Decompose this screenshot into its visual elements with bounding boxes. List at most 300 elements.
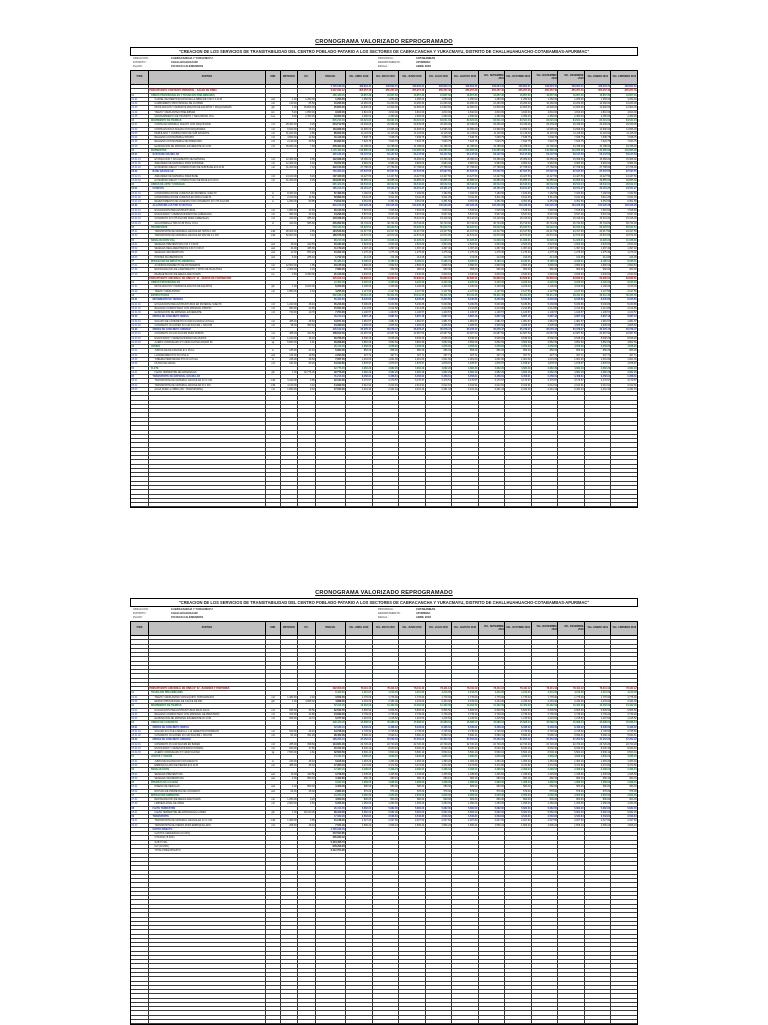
cell-month [373,935,400,938]
cell-partida [149,482,266,485]
cell-month [373,422,400,425]
cell-month [532,422,559,425]
cell-month [426,473,453,476]
cell-month [505,422,532,425]
cell-month: 4,682.29 [426,367,453,370]
cell-month: 7,182.50 [532,192,559,195]
cell-partida: TRANSPORTE [149,226,266,229]
cell-pu [298,679,316,682]
cell-month: 355,257.46 [452,89,479,92]
cell-month [373,469,400,472]
cell-und [266,422,281,425]
cell-metrado [281,653,298,656]
cell-month [611,905,637,908]
cell-item [131,900,149,903]
cell-month: 1,776.00 [346,696,373,699]
cell-month: 5,682.00 [505,811,532,814]
cell-month: 9,351.56 [346,200,373,203]
cell-und: m3k [266,384,281,387]
cell-month [585,858,612,861]
cell-month: 76,411.12 [399,687,426,690]
cell-month [479,896,506,899]
cell-month [479,947,506,950]
cell-pu [298,413,316,416]
cell-month [479,1011,506,1014]
cell-month: 2,012.91 [373,384,400,387]
cell-und [266,943,281,946]
cell-item [131,1003,149,1006]
cell-month: 1,100.57 [479,311,506,314]
cell-month: 4,682.29 [585,371,612,374]
cell-month [346,1020,373,1023]
cell-und: m2 [266,764,281,767]
cell-month: 4,100.00 [585,285,612,288]
cell-month [585,922,612,925]
cell-month [399,482,426,485]
cell-partida: FLETE TERRESTRE DE MATERIALES [149,371,266,374]
cell-month [452,969,479,972]
cell-pu: 45.20 [298,213,316,216]
cell-month: 2,450.00 [346,115,373,118]
cell-month [399,973,426,976]
cell-month [558,990,585,993]
cell-metrado [281,477,298,480]
cell-month [558,1003,585,1006]
cell-month: 29,339.06 [452,123,479,126]
cell-metrado [281,768,298,771]
cell-month: 1,981.57 [426,320,453,323]
cell-partida: DISEÑO DE MEZCLAS [149,785,266,788]
cell-month [426,435,453,438]
cell-und [266,170,281,173]
cell-parcial [316,495,346,498]
cell-month: 2,739.20 [627,712,637,716]
cell-month: 214.05 [558,256,585,259]
cell-month: 1,878.97 [399,362,426,365]
cell-parcial: 28,410.20 [316,345,346,348]
cell-month [452,674,479,677]
cell-month: 680.00 [629,785,637,789]
cell-partida [149,666,266,669]
cell-month [479,905,506,908]
cell-month: 45,688.04 [585,721,612,724]
cell-month [585,943,612,946]
cell-parcial: 6,412,704.96 [316,849,346,852]
cell-month: 7,638.75 [479,136,506,139]
cell-month: 1,250.00 [558,98,585,101]
cell-und: m3 [266,734,281,737]
cell-metrado: 2,150.00 [281,196,298,199]
cell-month [558,866,585,869]
cell-metrado [281,482,298,485]
cell-month [558,828,585,831]
cell-metrado: 8,450.00 [281,192,298,195]
cell-pu [298,443,316,446]
cell-partida: CONCRETO FC=210 KG/CM2 EN BADEN [149,743,266,746]
cell-month: 1,250.00 [505,98,532,101]
cell-pu: 45.00 [298,790,316,793]
cell-month [452,499,479,502]
cell-month [452,405,479,408]
cell-metrado [281,704,298,707]
cell-month: 6,887.18 [505,315,532,318]
cell-month: 2,739.20 [505,713,532,716]
cell-month [585,666,612,669]
cell-month [346,413,373,416]
cell-partida [149,956,266,959]
cell-parcial [316,426,346,429]
cell-parcial [316,879,346,882]
cell-item: 05.02 [131,777,149,780]
cell-month: 2,127.50 [373,290,400,293]
cell-month: 2,450.00 [558,115,585,118]
cell-pu [298,960,316,963]
cell-month: 3,533.84 [627,815,637,819]
cell-partida [149,952,266,955]
column-header-month: VAL. OCTUBRE 2018 [505,622,532,635]
cell-parcial [316,465,346,468]
cell-pu: 6.85 [298,819,316,822]
cell-month: 1,250.00 [558,802,585,805]
cell-partida: TRANSPORTE DE MATERIAL GRANULAR D<=1 KM [149,819,266,822]
cell-month: 1,981.57 [627,319,637,323]
cell-month: 3,852.69 [532,341,559,344]
info-label: PROVINCIA : [378,57,416,61]
cell-month [505,1003,532,1006]
cell-month: 800.00 [532,798,559,801]
cell-month: 6,500.10 [558,751,585,754]
cell-month [532,883,559,886]
cell-metrado [281,277,298,280]
cell-item: 04.01.02 [131,196,149,199]
cell-month: 5,030.86 [346,303,373,306]
cell-month: 8,538.29 [373,337,400,340]
cell-month: 5,537.00 [399,213,426,216]
cell-pu: 4.61 [298,751,316,754]
cell-month: 4,682.29 [505,371,532,374]
cell-month: 36,855.00 [625,178,637,182]
cell-month [585,674,612,677]
cell-und [266,683,281,686]
cell-partida: EMBOQUILLADO DE PIEDRA E=0.20 M [149,764,266,767]
cell-month: 2,640.63 [585,273,612,276]
cell-month: 576.00 [399,790,426,793]
cell-month [532,900,559,903]
cell-month: 1,878.97 [373,362,400,365]
cell-item: 03.01.03 [131,166,149,169]
cell-und [266,645,281,648]
cell-partida: MOVIMIENTO DE TIERRAS [149,704,266,707]
cell-item [131,85,149,88]
cell-month [426,973,453,976]
cell-month [585,973,612,976]
cell-month: 9,984.00 [558,162,585,165]
cell-month: 35,078.47 [625,328,637,332]
cell-month: 84,521.04 [505,119,532,122]
cell-month: 1,968.00 [373,781,400,784]
cell-parcial: 32,500.50 [316,751,346,754]
cell-und [266,662,281,665]
cell-partida: CAMPAMENTO PROVISIONAL DE LA OBRA [149,102,266,105]
cell-und [266,439,281,442]
cell-und [266,918,281,921]
cell-metrado [281,452,298,455]
cell-metrado: 1,480.00 [281,819,298,822]
cell-parcial [316,405,346,408]
cell-month [426,486,453,489]
cell-month [399,930,426,933]
cell-month: 7,638.75 [532,136,559,139]
cell-month: 327.71 [585,354,612,357]
cell-partida: EXCAVACION PARA ESTRUCTURAS BAJO AGUA [149,709,266,712]
cell-month [532,409,559,412]
cell-month: 65,022.54 [505,226,532,229]
cell-month: 12,900.00 [479,106,506,109]
cell-month [505,1016,532,1019]
cell-month: 29,339.06 [373,123,400,126]
cell-month [479,503,506,506]
cell-month [399,670,426,673]
cell-month [346,683,373,686]
cell-month: 2,523.00 [452,243,479,246]
cell-metrado: 8.00 [281,115,298,118]
cell-month [611,956,637,959]
cell-und [266,405,281,408]
cell-month [346,960,373,963]
cell-month [585,1020,612,1023]
cell-parcial: 42,180.10 [316,726,346,729]
cell-month: 22,720.20 [426,743,453,746]
cell-month: 15,416.00 [373,217,400,220]
cell-month: 7,623.75 [505,140,532,143]
cell-month: 5,682.00 [426,811,453,814]
cell-und [266,815,281,818]
cell-month [479,418,506,421]
cell-month [479,1007,506,1010]
cell-month [399,862,426,865]
cell-month [373,913,400,916]
info-label: FECHA : [378,616,416,620]
cell-month [505,977,532,980]
cell-month [399,452,426,455]
cell-parcial: 79,872.00 [316,162,346,165]
cell-month [611,969,637,972]
cell-month: 60,830.91 [399,277,426,280]
cell-month: 100,026.28 [558,204,585,207]
cell-item: 04.02 [131,764,149,767]
cell-partida [149,918,266,921]
cell-month [426,986,453,989]
cell-month [585,645,612,648]
cell-pu: 10.70 [298,311,316,314]
cell-month: 6,506.50 [373,709,400,712]
cell-month: 23,151.27 [426,187,453,190]
cell-metrado [281,422,298,425]
cell-month [558,495,585,498]
cell-metrado [281,836,298,839]
cell-metrado: 6.00 [281,256,298,259]
column-header-month: VAL. DICIEMBRE 2018 [558,71,585,84]
column-header: METRADO [281,71,298,84]
cell-item: 04.01.01 [131,192,149,195]
cell-metrado [281,473,298,476]
cell-pu [298,781,316,784]
cell-pu [298,854,316,857]
cell-month: 1,001.00 [627,358,637,361]
cell-pu [298,649,316,652]
cell-partida: SEÑALES REGLAMENTARIAS 0.60 X 0.90 M [149,247,266,250]
cell-partida: ACERO CORRUGADO FY=4200 KG/CM2 [149,751,266,754]
cell-month: 429,604.41 [373,85,400,88]
cell-metrado [281,649,298,652]
cell-month: 13,427.50 [505,175,532,178]
cell-month: 60,830.91 [373,277,400,280]
cell-month: 2,431.43 [452,388,479,391]
cell-month [585,503,612,506]
cell-month: 7,623.75 [532,140,559,143]
cell-month: 6,611.25 [505,196,532,199]
cell-month: 4,100.00 [452,285,479,288]
cell-month [585,986,612,989]
cell-partida: TRAZO Y REPLANTEO [149,290,266,293]
cell-month: 12,900.00 [373,106,400,109]
cell-month: 65,022.54 [585,226,612,229]
cell-month: 1,250.00 [426,802,453,805]
cell-partida: RELLENO COMPACTADO CON MATERIAL PROPIO [149,307,266,310]
cell-month: 2,640.63 [399,273,426,276]
cell-pu [298,858,316,861]
cell-item: 05.01 [131,379,149,382]
cell-month: 800.00 [426,798,453,801]
cell-month [558,662,585,665]
cell-und [266,674,281,677]
cell-month [585,896,612,899]
cell-month [505,670,532,673]
cell-metrado [281,866,298,869]
cell-month: 22,687.50 [625,332,637,336]
cell-month: 5,030.86 [585,303,612,306]
cell-month [558,973,585,976]
cell-month: 8,185.01 [558,260,585,263]
cell-partida: EXTENDIDO RIEGO Y COMPACTADO DE SUB BASE E=0.20 M [149,166,266,169]
cell-und [266,854,281,857]
cell-month [399,892,426,895]
cell-month: 22,687.50 [585,332,612,335]
cell-und: glb [266,811,281,814]
cell-month: 6,458.61 [505,375,532,378]
cell-item: 03.01 [131,153,149,156]
cell-month: 7,515.63 [505,209,532,212]
cell-month: 4,058.60 [505,345,532,348]
cell-month: 5,682.00 [558,807,585,810]
cell-month [558,640,585,643]
cell-month [452,939,479,942]
cell-parcial: 985,420.35 [316,183,346,186]
cell-month: 16,857.30 [426,94,453,97]
cell-month: 8,538.29 [627,336,637,340]
cell-month: 960.00 [373,268,400,271]
cell-month: 8,030.40 [373,747,400,750]
cell-month [611,683,637,686]
cell-month [399,469,426,472]
cell-item [131,490,149,493]
cell-month [426,977,453,980]
cell-month [532,426,559,429]
cell-pu: 12.60 [298,136,316,139]
cell-parcial: 3,400.00 [316,785,346,788]
cell-month [558,473,585,476]
cell-parcial [316,640,346,643]
cell-pu [298,952,316,955]
info-value: CABRACANCHA Y YURACMAYU [171,608,213,611]
cell-month: 37,252.02 [373,738,400,741]
cell-pu: 9.45 [298,179,316,182]
cell-partida [149,443,266,446]
cell-month [558,892,585,895]
info-value: APURIMAC [416,612,431,616]
cell-item [131,435,149,438]
cell-month [558,422,585,425]
cell-month: 13,427.50 [452,175,479,178]
column-header-month: VAL. AGOSTO 2018 [452,71,479,84]
cell-month: 5,682.00 [627,810,637,814]
cell-month [479,930,506,933]
cell-metrado [281,913,298,916]
cell-month: 4,682.29 [452,371,479,374]
cell-month [479,862,506,865]
cell-pu [298,149,316,152]
cell-month [452,879,479,882]
cell-month: 11,026.31 [505,239,532,242]
cell-parcial: 17,669.20 [316,815,346,818]
cell-month [479,845,506,848]
cell-month: 4,810.00 [346,111,373,114]
cell-metrado [281,495,298,498]
cell-metrado [281,794,298,797]
cell-month: 1,001.00 [558,358,585,361]
cell-month [452,456,479,459]
cell-month [585,862,612,865]
cell-month [479,683,506,686]
cell-month: 98,542.04 [558,183,585,186]
cell-month: 5,682.00 [532,811,559,814]
cell-parcial [316,499,346,502]
cell-partida: REVEGETACION DE AREAS AFECTADAS [149,273,266,276]
cell-month [426,443,453,446]
cell-month [452,888,479,891]
cell-month: 8,538.29 [479,337,506,340]
cell-partida: CONCRETO CICLOPEO FC=140 KG/CM2 + 30% PM [149,734,266,737]
cell-metrado [281,670,298,673]
cell-month [399,969,426,972]
cell-month: 30,744.00 [426,222,453,225]
cell-month: 1,981.57 [452,320,479,323]
cell-parcial: 236,282.42 [316,836,346,839]
cell-partida: PRESUPUESTO ADICIONAL DE OBRA N° 01 - MUROS DE CONTENCION [149,277,266,280]
cell-month [585,448,612,451]
cell-month: 8,436.02 [346,726,373,729]
cell-month: 3,170.57 [532,379,559,382]
cell-partida [149,900,266,903]
cell-parcial: 10,260.00 [316,102,346,105]
cell-month [399,495,426,498]
cell-pu [298,435,316,438]
cell-pu [298,298,316,301]
cell-item [131,431,149,434]
cell-month [346,1003,373,1006]
cell-metrado: 98.00 [281,324,298,327]
cell-metrado [281,170,298,173]
